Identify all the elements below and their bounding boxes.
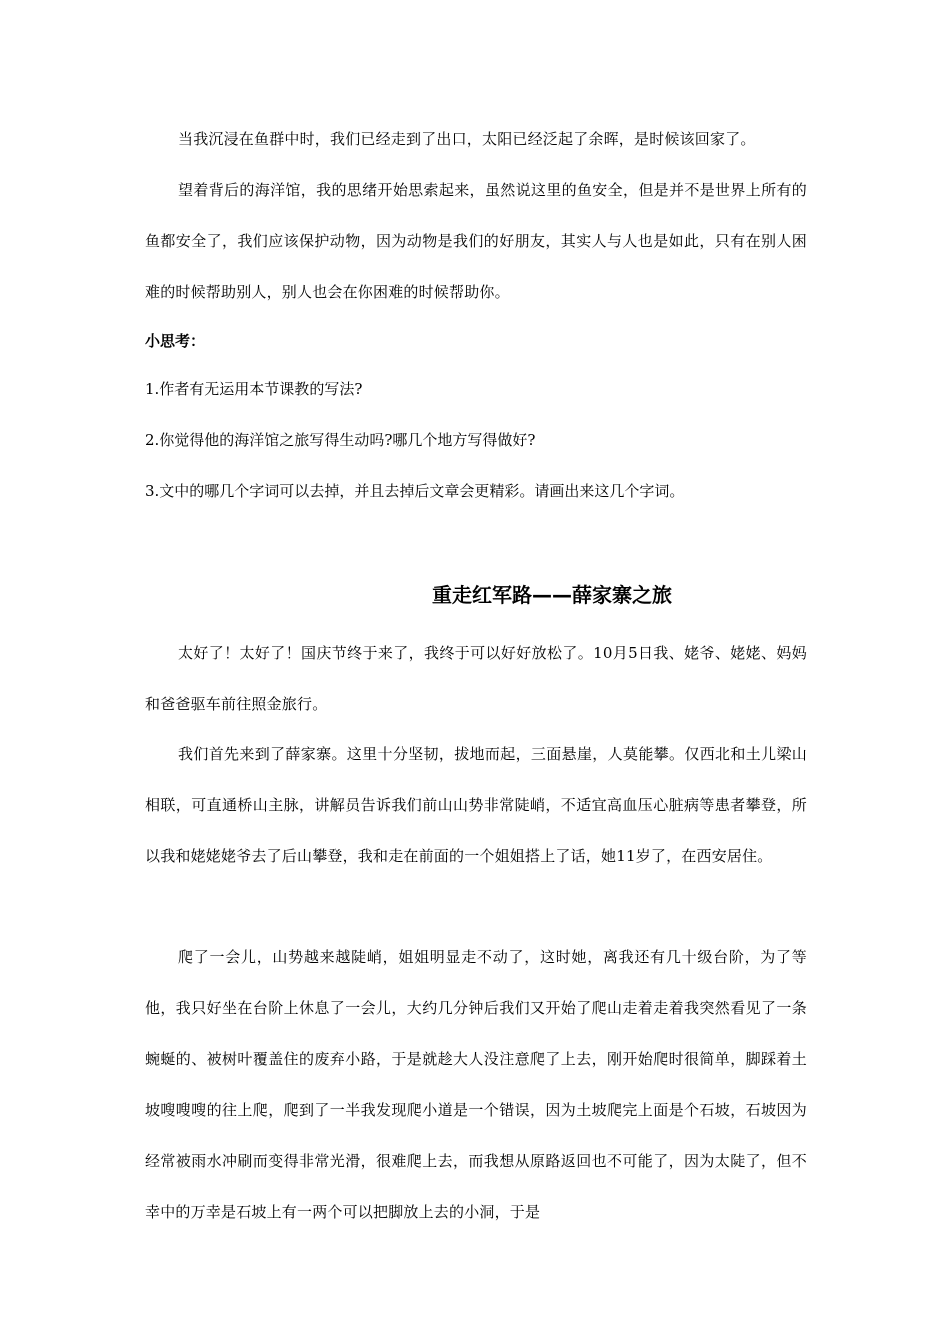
reflection-question-1: 1.作者有无运用本节课教的写法? bbox=[145, 380, 363, 398]
paragraph-xuejiazhai: 我们首先来到了薛家寨。这里十分坚韧，拔地而起，三面悬崖，人莫能攀。仅西北和土儿梁山相联，可直通桥山主脉，讲解员告诉我们前山山势非常陡峭，不适宜高血压心脏病等患者攀登，所以我和姥姥姥爷去了后山攀登，我和走在前面的一个姐姐搭上了话，她11岁了，在西安居住。 bbox=[145, 745, 807, 865]
paragraph-national-day: 太好了！太好了！国庆节终于来了，我终于可以好好放松了。10月5日我、姥爷、姥姥、妈妈和爸爸驱车前往照金旅行。 bbox=[145, 644, 807, 713]
paragraph-aquarium-reflection: 望着背后的海洋馆，我的思绪开始思索起来，虽然说这里的鱼安全，但是并不是世界上所有的鱼都安全了，我们应该保护动物，因为动物是我们的好朋友，其实人与人也是如此，只有在别人困难的时候帮助别人，别人也会在你困难的时候帮助你。 bbox=[145, 181, 807, 301]
reflection-question-2: 2.你觉得他的海洋馆之旅写得生动吗?哪几个地方写得做好? bbox=[145, 431, 536, 449]
reflection-question-3: 3.文中的哪几个字词可以去掉，并且去掉后文章会更精彩。请画出来这几个字词。 bbox=[145, 482, 685, 500]
paragraph-climbing: 爬了一会儿，山势越来越陡峭，姐姐明显走不动了，这时她，离我还有几十级台阶，为了等他，我只好坐在台阶上休息了一会儿，大约几分钟后我们又开始了爬山走着走着我突然看见了一条蜿蜒的、被树叶覆盖住的废弃小路，于是就趁大人没注意爬了上去，刚开始爬时很简单，脚踩着土坡嗖嗖嗖的往上爬，爬到了一半我发现爬小道是一个错误，因为土坡爬完上面是个石坡，石坡因为经常被雨水冲刷而变得非常光滑，很难爬上去，而我想从原路返回也不可能了，因为太陡了，但不幸中的万幸是石坡上有一两个可以把脚放上去的小洞，于是 bbox=[145, 948, 807, 1221]
paragraph-exit-sunset: 当我沉浸在鱼群中时，我们已经走到了出口，太阳已经泛起了余晖，是时候该回家了。 bbox=[178, 130, 756, 148]
essay-title: 重走红军路——薛家寨之旅 bbox=[432, 583, 672, 607]
reflection-heading: 小思考： bbox=[145, 332, 206, 350]
